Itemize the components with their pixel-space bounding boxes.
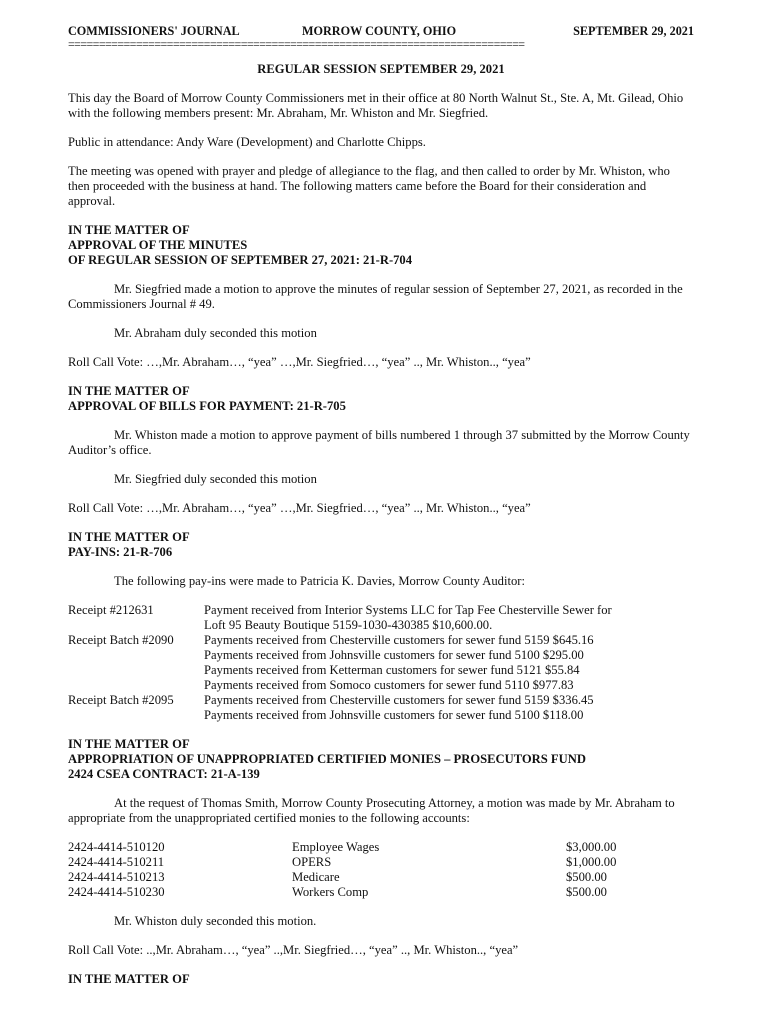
list-item: Payments received from Johnsville customers for sewer fund 5100 $118.00	[204, 708, 584, 722]
account-code: 2424-4414-510211	[68, 855, 165, 869]
final-heading: IN THE MATTER OF	[68, 972, 190, 986]
list-item: Loft 95 Beauty Boutique 5159-1030-430385 $10,600.00.	[204, 618, 493, 632]
account-amount: $1,000.00	[566, 855, 617, 869]
session-title: REGULAR SESSION SEPTEMBER 29, 2021	[257, 62, 505, 76]
appropriation-second: Mr. Whiston duly seconded this motion.	[114, 914, 317, 928]
appropriation-motion: At the request of Thomas Smith, Morrow County Prosecuting Attorney, a motion was made by Mr. Abraham to appropriate from the unappropriated certified monies to the following accounts:	[68, 796, 675, 825]
page-header	[68, 24, 694, 39]
journal-page	[68, 24, 694, 987]
minutes-vote: Roll Call Vote: …,Mr. Abraham…, “yea” …,Mr. Siegfried…, “yea” .., Mr. Whiston.., “yea”	[68, 355, 531, 369]
list-item: Receipt #212631 Payment received from Interior Systems LLC for Tap Fee Chesterville Sewer for	[68, 603, 612, 617]
list-item: Receipt Batch #2090 Payments received from Chesterville customers for sewer fund 5159 $645.16	[68, 633, 594, 647]
appropriation-heading: IN THE MATTER OF APPROPRIATION OF UNAPPROPRIATED CERTIFIED MONIES – PROSECUTORS FUND 2424 CSEA CONTRACT: 21-A-139	[68, 737, 586, 781]
accounts-table	[68, 840, 694, 900]
header-journal-name: COMMISSIONERS' JOURNAL	[68, 24, 240, 38]
account-code: 2424-4414-510120	[68, 840, 165, 854]
minutes-second: Mr. Abraham duly seconded this motion	[114, 326, 317, 340]
minutes-motion: Mr. Siegfried made a motion to approve the minutes of regular session of September 27, 2021, as recorded in the Commissioners Journal # 49.	[68, 282, 683, 311]
appropriation-vote: Roll Call Vote: ..,Mr. Abraham…, “yea” ..,Mr. Siegfried…, “yea” .., Mr. Whiston.., “yea”	[68, 943, 519, 957]
header-county: MORROW COUNTY, OHIO	[302, 24, 457, 38]
payins-heading: IN THE MATTER OF PAY-INS: 21-R-706	[68, 530, 190, 559]
account-name: Medicare	[292, 870, 340, 884]
account-name: Employee Wages	[292, 840, 380, 854]
opening-paragraph: The meeting was opened with prayer and pledge of allegiance to the flag, and then called to order by Mr. Whiston, who then proceeded with the business at hand. The following matters came before the Board for their consideration and approval.	[68, 164, 670, 208]
account-name: Workers Comp	[292, 885, 369, 899]
account-amount: $500.00	[566, 870, 607, 884]
payins-intro: The following pay-ins were made to Patricia K. Davies, Morrow County Auditor:	[114, 574, 525, 588]
bills-heading: IN THE MATTER OF APPROVAL OF BILLS FOR PAYMENT: 21-R-705	[68, 384, 346, 413]
list-item: Payments received from Johnsville customers for sewer fund 5100 $295.00	[204, 648, 584, 662]
header-date: SEPTEMBER 29, 2021	[573, 24, 694, 38]
account-code: 2424-4414-510230	[68, 885, 165, 899]
list-item: Payments received from Somoco customers for sewer fund 5110 $977.83	[204, 678, 574, 692]
account-amount: $3,000.00	[566, 840, 617, 854]
account-amount: $500.00	[566, 885, 607, 899]
intro-paragraph: This day the Board of Morrow County Commissioners met in their office at 80 North Walnut St., Ste. A, Mt. Gilead, Ohio with the following members present: Mr. Abraham, Mr. Whiston and Mr. Siegfried.	[68, 91, 684, 120]
payins-list	[68, 603, 694, 723]
header-rule: ==========================================================================	[68, 39, 525, 51]
minutes-heading: IN THE MATTER OF APPROVAL OF THE MINUTES OF REGULAR SESSION OF SEPTEMBER 27, 2021: 21-R-704	[68, 223, 413, 267]
bills-vote: Roll Call Vote: …,Mr. Abraham…, “yea” …,Mr. Siegfried…, “yea” .., Mr. Whiston.., “yea”	[68, 501, 531, 515]
list-item: Payments received from Ketterman customers for sewer fund 5121 $55.84	[204, 663, 580, 677]
account-name: OPERS	[292, 855, 332, 869]
list-item: Receipt Batch #2095 Payments received from Chesterville customers for sewer fund 5159 $336.45	[68, 693, 594, 707]
bills-motion: Mr. Whiston made a motion to approve payment of bills numbered 1 through 37 submitted by the Morrow County Auditor’s office.	[68, 428, 690, 457]
account-code: 2424-4414-510213	[68, 870, 165, 884]
attendance-paragraph: Public in attendance: Andy Ware (Development) and Charlotte Chipps.	[68, 135, 426, 149]
bills-second: Mr. Siegfried duly seconded this motion	[114, 472, 317, 486]
